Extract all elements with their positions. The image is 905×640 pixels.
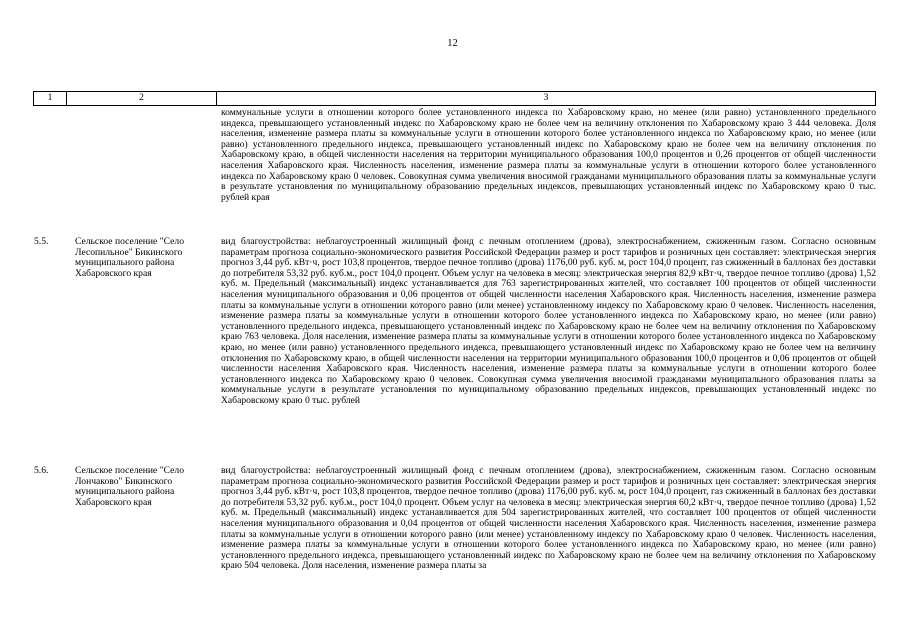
row-settlement-name: Сельское поселение "Село Лончаково" Бикинского муниципального района Хабаровского края bbox=[75, 465, 184, 508]
table-header-row bbox=[33, 91, 876, 106]
table-row bbox=[33, 237, 876, 462]
table-row bbox=[33, 466, 876, 636]
row-description: вид благоустройства: неблагоустроенный жилищный фонд с печным отоплением (дрова), электроснабжением, сжиженным газом. Согласно основным параметрам прогноза социально-экономического развития Российской Федерации размер и рост тарифов и розничных цен составляет: электрическая энергия прогноз 3,44 руб. кВт·ч, рост 103,8 процентов, твердое печное топливо (дрова) 1176,00 руб. куб. м, рост 104,0 процент, газ сжиженный в баллонах без доставки до потребителя 53,32 руб. куб.м., рост 104,0 процент. Объем услуг на человека в месяц: электрическая энергия 60,2 кВт·ч, твердое печное топливо (дрова) 1,52 куб. м. Предельный (максимальный) индекс устанавливается для 504 зарегистрированных жителей, что составляет 100 процентов от общей численности населения муниципального образования и 0,04 процентов от общей численности населения Хабаровского края. Численность населения, изменение размера платы за коммунальные услуги в отношении которого равно (или менее) установленному индексу по Хабаровскому краю 0 человек. Численность населения, изменение размера платы за коммунальные услуги в отношении которого более установленного индекса по Хабаровскому краю, но менее (или равно) установленного предельного индекса, превышающего установленный индекс по Хабаровскому краю не более чем на величину отклонения по Хабаровскому краю 504 человека. Доля населения, изменение размера платы за bbox=[221, 466, 876, 572]
row-number: 5.5. bbox=[34, 236, 49, 247]
table-header-col-2: 2 bbox=[66, 92, 216, 105]
page-number: 12 bbox=[447, 38, 458, 49]
table-header-col-3: 3 bbox=[216, 92, 876, 105]
table-header-col-1: 1 bbox=[33, 92, 66, 105]
row-description: коммунальные услуги в отношении которого более установленного индекса по Хабаровскому краю, но менее (или равно) установленного предельного индекса, превышающего установленный индекс по Хабаровскому краю не более чем на величину отклонения по Хабаровскому краю 3 444 человека. Доля населения, изменение размера платы за коммунальные услуги в отношении которого более установленного индекса по Хабаровскому краю, но менее (или равно) установленного предельного индекса, превышающего установленный индекс по Хабаровскому краю не более чем на величину отклонения по Хабаровскому краю, в общей численности населения на территории муниципального образования 100,0 процентов и 0,26 процентов от общей численности населения Хабаровского края. Численность населения, изменение размера платы за коммунальные услуги в отношении которого более установленного индекса по Хабаровскому краю 0 человек. Совокупная сумма увеличения вносимой гражданами муниципального образования платы за коммунальные услуги в результате установления по муниципальному образованию предельных индексов, превышающих установленный индекс по Хабаровскому краю 0 тыс. рублей края bbox=[221, 108, 876, 203]
row-settlement-name: Сельское поселение "Село Лесопильное" Бикинского муниципального района Хабаровского края bbox=[75, 236, 184, 279]
row-description: вид благоустройства: неблагоустроенный жилищный фонд с печным отоплением (дрова), электроснабжением, сжиженным газом. Согласно основным параметрам прогноза социально-экономического развития Российской Федерации размер и рост тарифов и розничных цен составляет: электрическая энергия прогноз 3,44 руб. кВт·ч, рост 103,8 процентов, твердое печное топливо (дрова) 1176,00 руб. куб. м, рост 104,0 процент, газ сжиженный в баллонах без доставки до потребителя 53,32 руб. куб.м., рост 104,0 процент. Объем услуг на человека в месяц: электрическая энергия 82,9 кВт·ч, твердое печное топливо (дрова) 1,52 куб. м. Предельный (максимальный) индекс устанавливается для 763 зарегистрированных жителей, что составляет 100 процентов от общей численности населения муниципального образования и 0,06 процентов от общей численности населения Хабаровского края. Численность населения, изменение размера платы за коммунальные услуги в отношении которого равно (или менее) установленному индексу по Хабаровскому краю 0 человек. Численность населения, изменение размера платы за коммунальные услуги в отношении которого более установленного индекса по Хабаровскому краю, но менее (или равно) установленного предельного индекса, превышающего установленный индекс по Хабаровскому краю не более чем на величину отклонения по Хабаровскому краю 763 человека. Доля населения, изменение размера платы за коммунальные услуги в отношении которого более установленного индекса по Хабаровскому краю, но менее (или равно) установленного предельного индекса, превышающего установленный индекс по Хабаровскому краю не более чем на величину отклонения по Хабаровскому краю, в общей численности населения на территории муниципального образования 100,0 процентов и 0,06 процентов от общей численности населения Хабаровского края. Численность населения, изменение размера платы за коммунальные услуги в отношении которого более установленного индекса по Хабаровскому краю 0 человек. Совокупная сумма увеличения вносимой гражданами муниципального образования платы за коммунальные услуги в результате установления по муниципальному образованию предельных индексов, превышающих установленный индекс по Хабаровскому краю 0 тыс. рублей bbox=[221, 237, 876, 406]
table-row bbox=[33, 108, 876, 231]
row-number: 5.6. bbox=[34, 465, 49, 476]
